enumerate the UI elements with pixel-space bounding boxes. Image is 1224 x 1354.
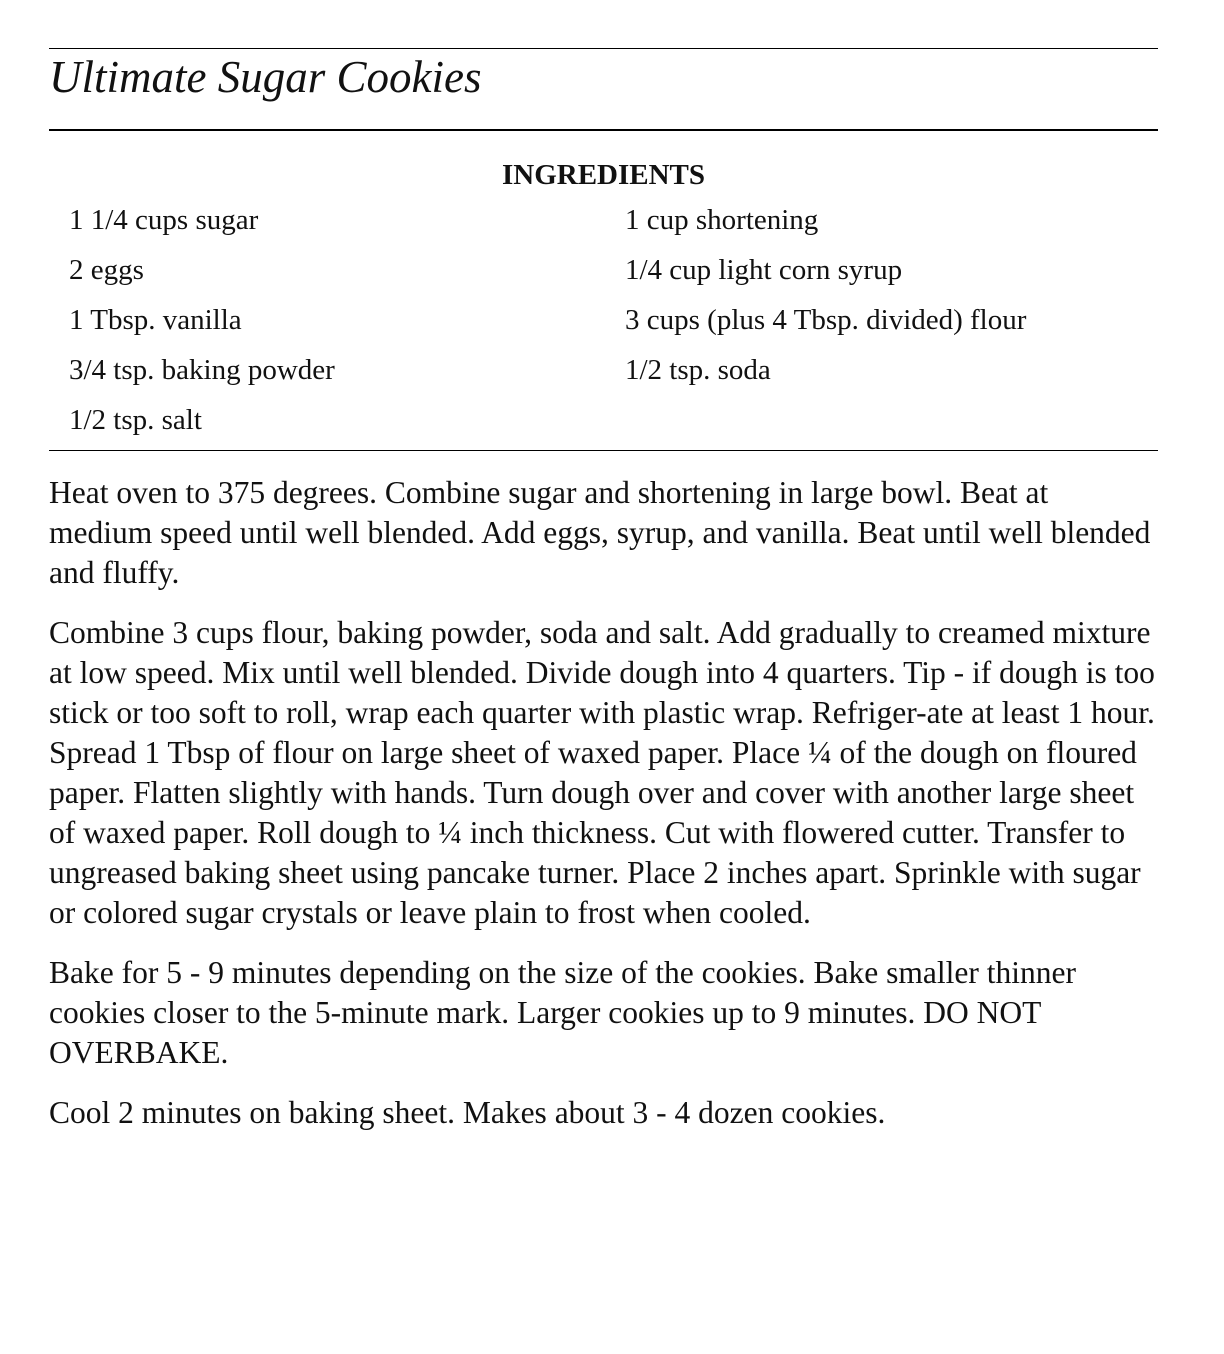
ingredient-item: 1 Tbsp. vanilla <box>69 304 242 336</box>
ingredient-item: 1/2 tsp. salt <box>69 404 202 436</box>
instruction-paragraph: Bake for 5 - 9 minutes depending on the size of the cookies. Bake smaller thinner cookies closer to the 5-minute mark. Larger cookies up to 9 minutes. DO NOT OVERBAKE. <box>49 955 1076 1070</box>
instruction-paragraph: Cool 2 minutes on baking sheet. Makes about 3 - 4 dozen cookies. <box>49 1095 886 1130</box>
instruction-paragraph: Heat oven to 375 degrees. Combine sugar and shortening in large bowl. Beat at medium speed until well blended. Add eggs, syrup, and vanilla. Beat until well blended and fluffy. <box>49 475 1151 590</box>
instruction-paragraph: Combine 3 cups flour, baking powder, soda and salt. Add gradually to creamed mixture at low speed. Mix until well blended. Divide dough into 4 quarters. Tip - if dough is too stick or too soft to roll, wrap each quarter with plastic wrap. Refriger-ate at least 1 hour. Spread 1 Tbsp of flour on large sheet of waxed paper. Place ¼ of the dough on floured paper. Flatten slightly with hands. Turn dough over and cover with another large sheet of waxed paper. Roll dough to ¼ inch thickness. Cut with flowered cutter. Transfer to ungreased baking sheet using pancake turner. Place 2 inches apart. Sprinkle with sugar or colored sugar crystals or leave plain to frost when cooled. <box>49 615 1155 930</box>
ingredient-item: 1 cup shortening <box>625 204 819 236</box>
ingredients-heading: INGREDIENTS <box>501 159 706 191</box>
ingredient-item: 1/2 tsp. soda <box>625 354 771 386</box>
ingredient-item: 1/4 cup light corn syrup <box>625 254 903 286</box>
recipe-page <box>49 48 1158 1153</box>
ingredients-right-column <box>625 195 1026 395</box>
ingredient-item: 3/4 tsp. baking powder <box>69 354 335 386</box>
recipe-title: Ultimate Sugar Cookies <box>49 52 482 102</box>
ingredient-item: 2 eggs <box>69 254 144 286</box>
ingredients-grid <box>49 195 1158 450</box>
ingredients-left-column <box>69 195 335 445</box>
ingredients-section <box>49 131 1158 450</box>
ingredient-item: 1 1/4 cups sugar <box>69 204 259 236</box>
ingredient-item: 3 cups (plus 4 Tbsp. divided) flour <box>625 304 1027 336</box>
instructions-section <box>49 451 1158 1133</box>
